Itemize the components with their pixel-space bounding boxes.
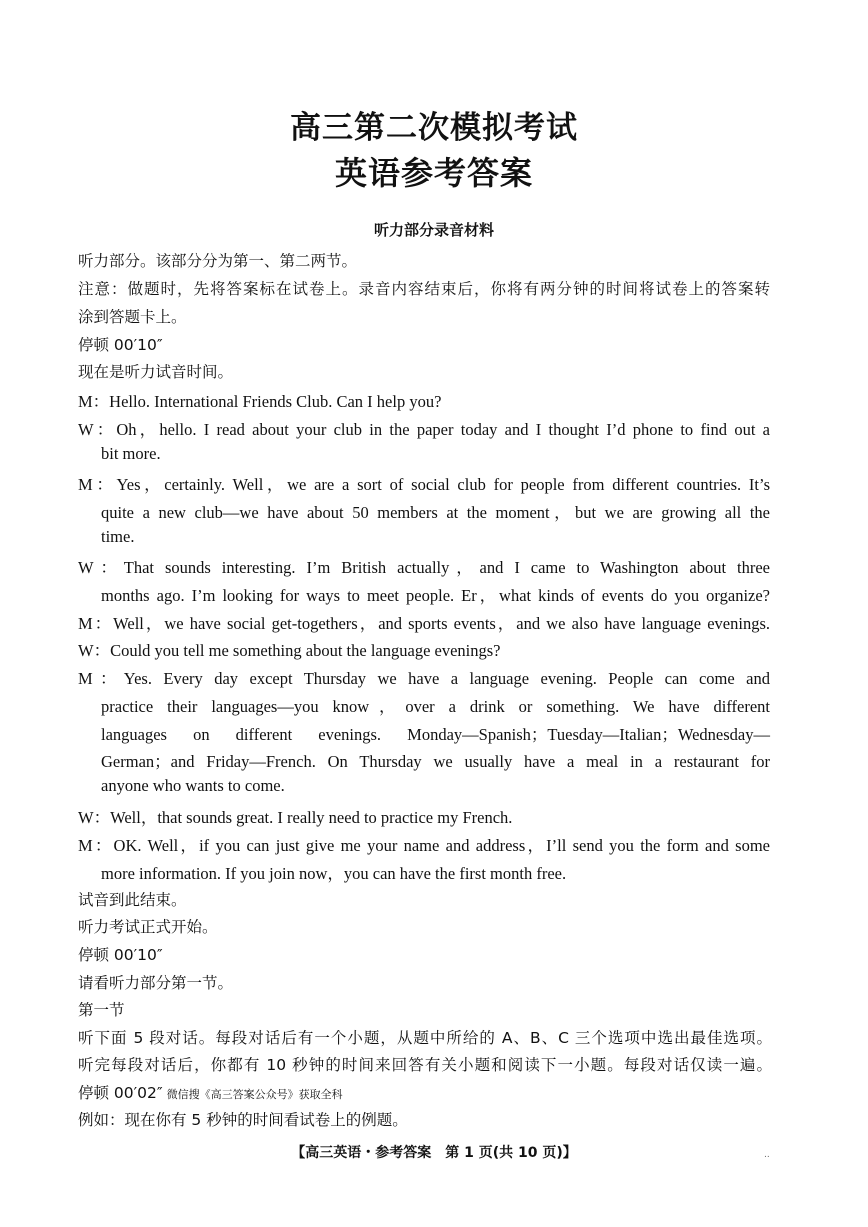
text-line: 试音到此结束。 <box>78 891 187 909</box>
document-subtitle: 英语参考答案 <box>334 154 533 192</box>
dialogue-line: M：OK. Well，if you can just give me your name and address，I’ll send you the form and some <box>78 836 770 855</box>
dialogue-line: W：That sounds interesting. I’m British actually，and I came to Washington about three <box>78 558 770 577</box>
dialogue-line: bit more. <box>101 444 161 463</box>
text-line: 听下面 5 段对话。每段对话后有一个小题，从题中所给的 A、B、C 三个选项中选出最佳选项。 <box>78 1029 772 1047</box>
text-line: 现在是听力试音时间。 <box>78 363 234 381</box>
dialogue-line: German；and Friday—French. On Thursday we usually have a meal in a restaurant for <box>101 752 770 771</box>
page-footer: 【高三英语・参考答案 第 1 页(共 10 页)】 <box>291 1145 577 1161</box>
dialogue-line: M：Well，we have social get-togethers，and sports events，and we also have language evenings. <box>78 614 770 633</box>
dialogue-line: M：Hello. International Friends Club. Can I help you? <box>78 392 442 411</box>
pause-text: 停顿 00′02″ <box>78 1084 163 1102</box>
pause-line <box>78 1081 343 1103</box>
dialogue-line: M：Yes，certainly. Well，we are a sort of social club for people from different countries. It’s <box>78 475 770 494</box>
text-line: 例如：现在你有 5 秒钟的时间看试卷上的例题。 <box>78 1111 408 1129</box>
dialogue-line: time. <box>101 527 135 546</box>
dialogue-line: W：Could you tell me something about the language evenings? <box>78 641 501 660</box>
document-title: 高三第二次模拟考试 <box>290 110 578 146</box>
dialogue-line: W：Well，that sounds great. I really need to practice my French. <box>78 808 513 827</box>
text-line: 停顿 00′10″ <box>78 946 163 964</box>
dialogue-line: more information. If you join now，you can have the first month free. <box>101 864 567 883</box>
dialogue-line: languages on different evenings. Monday—Spanish；Tuesday—Italian；Wednesday— <box>101 725 770 744</box>
dialogue-line: practice their languages—you know，over a drink or something. We have different <box>101 697 770 716</box>
dialogue-line: quite a new club—we have about 50 members at the moment，but we are growing all the <box>101 503 770 522</box>
dialogue-line: months ago. I’m looking for ways to meet people. Er，what kinds of events do you organize? <box>101 586 770 605</box>
dialogue-line: W：Oh，hello. I read about your club in the paper today and I thought I’d phone to find out a <box>78 420 770 439</box>
text-line: 听力部分。该部分分为第一、第二两节。 <box>78 252 358 270</box>
dialogue-line: M：Yes. Every day except Thursday we have a language evening. People can come and <box>78 669 770 688</box>
text-line: 停顿 00′10″ <box>78 336 163 354</box>
corner-mark: .. <box>764 1150 770 1160</box>
text-line: 听完每段对话后，你都有 10 秒钟的时间来回答有关小题和阅读下一小题。每段对话仅读一遍。 <box>78 1056 772 1074</box>
text-line: 第一节 <box>78 1001 125 1019</box>
text-line: 涂到答题卡上。 <box>78 308 187 326</box>
text-line: 听力考试正式开始。 <box>78 918 218 936</box>
text-line: 请看听力部分第一节。 <box>78 974 234 992</box>
section-heading: 听力部分录音材料 <box>373 221 494 239</box>
watermark-note: 微信搜《高三答案公众号》获取全科 <box>166 1088 343 1101</box>
dialogue-line: anyone who wants to come. <box>101 776 285 795</box>
text-line: 注意：做题时，先将答案标在试卷上。录音内容结束后，你将有两分钟的时间将试卷上的答案转 <box>78 280 770 298</box>
